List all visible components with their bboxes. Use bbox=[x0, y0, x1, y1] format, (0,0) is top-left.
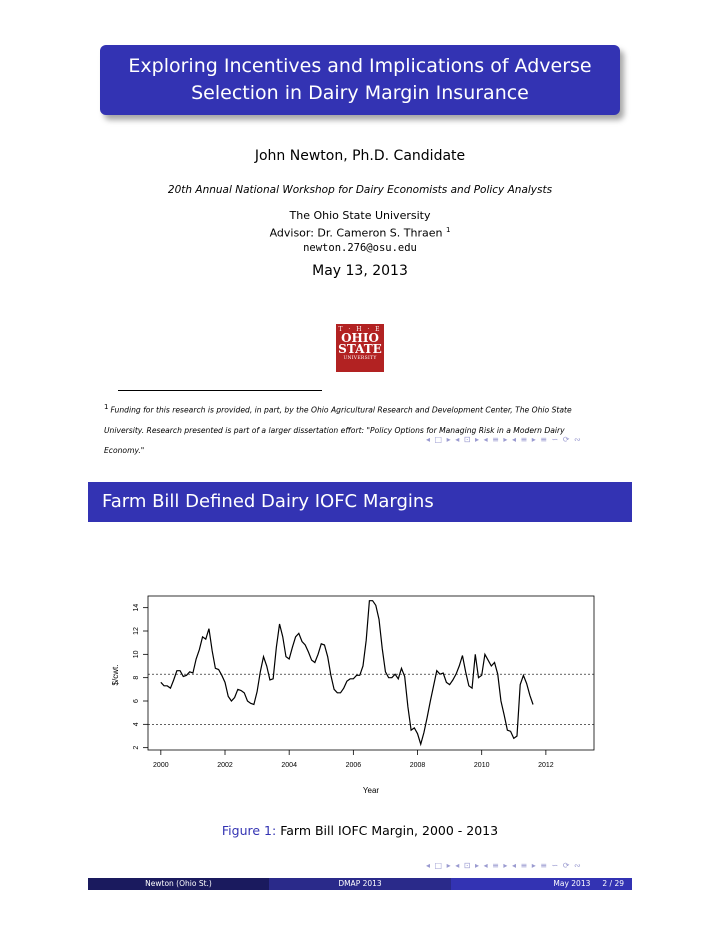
logo-line-the: T · H · E bbox=[338, 326, 382, 333]
footer-date: May 2013 bbox=[553, 879, 591, 888]
x-axis-label: Year bbox=[362, 786, 380, 795]
beamer-navigation-bar-2[interactable]: ◂ □ ▸ ◂ ⊡ ▸ ◂ ≡ ▸ ◂ ≡ ▸ ≡ ∽ ⟳ ∾ bbox=[426, 861, 582, 870]
iofc-margin-chart bbox=[100, 592, 620, 802]
figure-caption bbox=[0, 823, 720, 838]
footer-page-number: 2 / 29 bbox=[602, 879, 624, 888]
institution-block bbox=[0, 208, 720, 256]
x-tick-label-2010: 2010 bbox=[473, 762, 490, 769]
y-tick-label-8: 8 bbox=[133, 675, 140, 680]
author-name: John Newton, Ph.D. Candidate bbox=[254, 148, 466, 164]
title-slide-banner bbox=[100, 45, 620, 115]
x-tick-label-2006: 2006 bbox=[345, 762, 362, 769]
y-tick-label-6: 6 bbox=[133, 699, 140, 703]
advisor-line bbox=[0, 223, 720, 241]
figure-caption-label: Figure 1: bbox=[221, 823, 277, 838]
y-tick-label-4: 4 bbox=[133, 722, 140, 727]
email-address[interactable]: newton.276@osu.edu bbox=[303, 241, 417, 254]
footer-short-title: DMAP 2013 bbox=[269, 878, 451, 890]
y-tick-label-12: 12 bbox=[133, 627, 140, 635]
presentation-title: Exploring Incentives and Implications of Adverse Selection in Dairy Margin Insurance bbox=[128, 55, 592, 104]
y-axis-label: $/cwt. bbox=[111, 664, 120, 686]
workshop-name: 20th Annual National Workshop for Dairy Economists and Policy Analysts bbox=[167, 184, 553, 196]
iofc-margin-line bbox=[161, 601, 533, 745]
figure-caption-text: Farm Bill IOFC Margin, 2000 - 2013 bbox=[280, 823, 499, 838]
footnote-mark: 1 bbox=[104, 403, 109, 411]
logo-line-university: UNIVERSITY bbox=[343, 356, 377, 361]
logo-line-state: STATE bbox=[338, 342, 382, 356]
x-tick-label-2012: 2012 bbox=[538, 762, 554, 769]
x-tick-label-2008: 2008 bbox=[409, 762, 426, 769]
footnote-text: Funding for this research is provided, in part, by the Ohio Agricultural Research and Development Center, The Ohio State University. Research presented is part of a larger dissertation effort: "Policy Options for Managing Risk in a Modern Dairy Economy." bbox=[104, 405, 572, 455]
advisor-name: Advisor: Dr. Cameron S. Thraen bbox=[269, 226, 443, 240]
ohio-state-logo bbox=[336, 324, 384, 372]
frame-title: Farm Bill Defined Dairy IOFC Margins bbox=[88, 482, 632, 522]
x-tick-label-2004: 2004 bbox=[281, 762, 297, 769]
x-tick-label-2002: 2002 bbox=[217, 762, 233, 769]
footer-date-page bbox=[451, 878, 632, 890]
y-tick-label-14: 14 bbox=[133, 603, 140, 612]
slide-footer bbox=[88, 878, 632, 890]
presentation-date: May 13, 2013 bbox=[312, 263, 408, 279]
plot-border bbox=[148, 596, 594, 750]
advisor-footnote-mark: 1 bbox=[445, 226, 451, 234]
footnote-rule bbox=[118, 390, 322, 391]
beamer-navigation-bar[interactable]: ◂ □ ▸ ◂ ⊡ ▸ ◂ ≡ ▸ ◂ ≡ ▸ ≡ ∽ ⟳ ∾ bbox=[426, 435, 582, 444]
y-tick-label-2: 2 bbox=[133, 745, 140, 750]
y-tick-label-10: 10 bbox=[133, 650, 140, 659]
institution-name: The Ohio State University bbox=[289, 209, 431, 222]
footer-author: Newton (Ohio St.) bbox=[88, 878, 269, 890]
x-tick-label-2000: 2000 bbox=[153, 762, 169, 769]
logo-line-ohio: OHIO bbox=[341, 331, 379, 345]
footnote bbox=[104, 397, 584, 461]
